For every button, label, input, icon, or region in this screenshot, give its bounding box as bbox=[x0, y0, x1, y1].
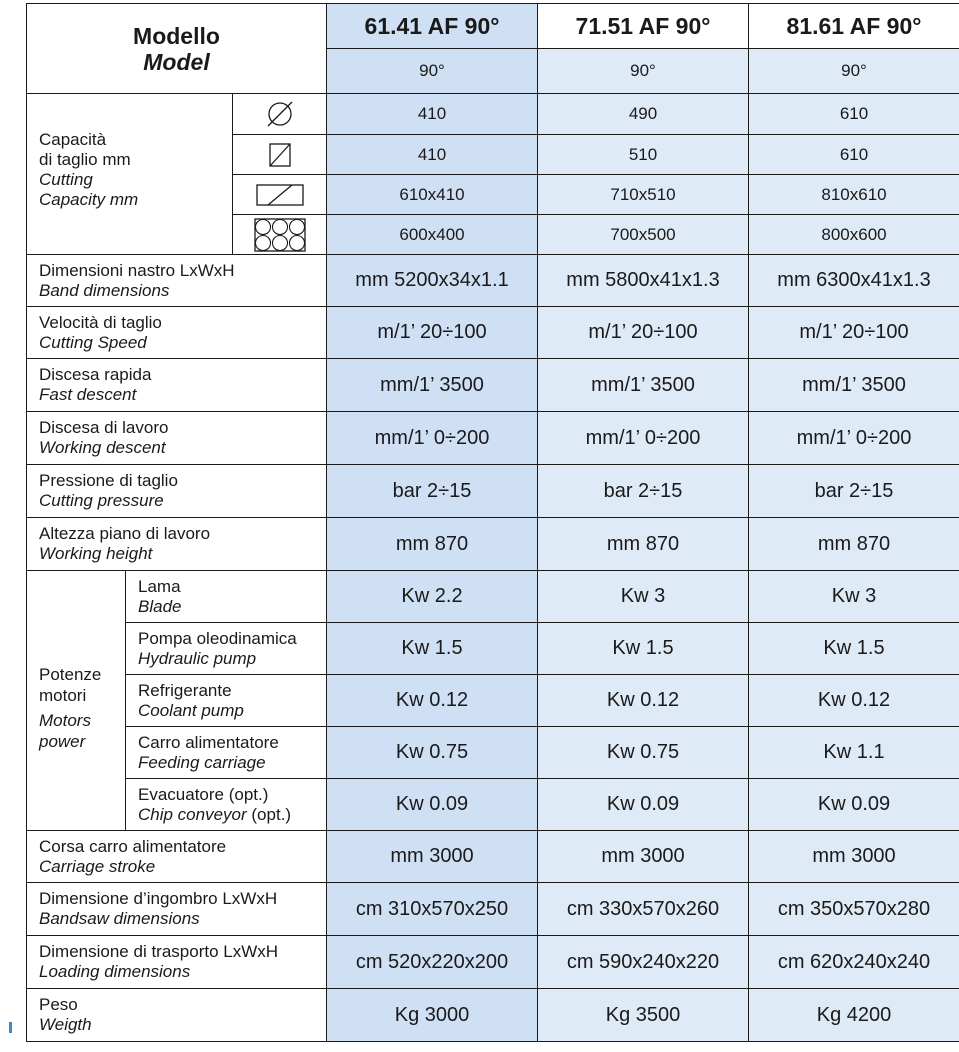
spec-label bbox=[27, 831, 327, 883]
spec-value: mm/1’ 3500 bbox=[327, 359, 538, 412]
capacity-value: 710x510 bbox=[538, 175, 749, 215]
spec-value: mm 5200x34x1.1 bbox=[327, 255, 538, 307]
spec-label-en: Carriage stroke bbox=[39, 856, 156, 876]
spec-value: mm 870 bbox=[538, 518, 749, 571]
motor-label-it: Evacuatore (opt.) bbox=[138, 785, 269, 804]
capacity-value: 410 bbox=[327, 135, 538, 175]
spec-value: mm/1’ 0÷200 bbox=[538, 412, 749, 465]
spec-label-it: Pressione di taglio bbox=[39, 471, 178, 490]
spec-table bbox=[26, 3, 959, 1042]
spec-value: cm 520x220x200 bbox=[327, 936, 538, 989]
spec-label bbox=[27, 465, 327, 518]
spec-row bbox=[27, 465, 959, 518]
spec-value: cm 620x240x240 bbox=[749, 936, 959, 989]
spec-value: mm 3000 bbox=[538, 831, 749, 883]
spec-label-en: Working height bbox=[39, 544, 153, 563]
spec-value: cm 590x240x220 bbox=[538, 936, 749, 989]
motor-value: Kw 0.09 bbox=[538, 779, 749, 831]
spec-value: mm 3000 bbox=[327, 831, 538, 883]
motor-label-it: Carro alimentatore bbox=[138, 732, 279, 752]
motor-value: Kw 3 bbox=[538, 571, 749, 623]
spec-value: bar 2÷15 bbox=[327, 465, 538, 518]
model-header-cell bbox=[27, 4, 327, 94]
angle-value: 90° bbox=[749, 49, 959, 94]
spec-row bbox=[27, 831, 959, 883]
spec-row bbox=[27, 359, 959, 412]
spec-value: mm 3000 bbox=[749, 831, 959, 883]
spec-value: m/1’ 20÷100 bbox=[327, 307, 538, 359]
bundle-section-icon bbox=[232, 215, 327, 255]
motor-sub-label bbox=[125, 571, 327, 623]
spec-row bbox=[27, 518, 959, 571]
spec-row bbox=[27, 989, 959, 1042]
rectangle-section-icon bbox=[232, 175, 327, 215]
motor-value: Kw 3 bbox=[749, 571, 959, 623]
spec-label-it: Altezza piano di lavoro bbox=[39, 524, 211, 543]
motors-label-it-1: Potenze bbox=[39, 665, 102, 684]
capacity-label-en-2: Capacity mm bbox=[39, 190, 139, 209]
round-section-icon bbox=[232, 94, 327, 135]
motor-sub-label bbox=[125, 727, 327, 779]
capacity-label-it-2: di taglio mm bbox=[39, 150, 131, 169]
spec-row bbox=[27, 307, 959, 359]
motor-value: Kw 0.12 bbox=[749, 675, 959, 727]
spec-label bbox=[27, 989, 327, 1042]
capacity-label bbox=[39, 130, 138, 210]
motor-value: Kw 0.12 bbox=[327, 675, 538, 727]
spec-label bbox=[27, 936, 327, 989]
spec-label-it: Dimensione d’ingombro LxWxH bbox=[39, 889, 278, 908]
spec-label-en: Band dimensions bbox=[39, 280, 170, 300]
spec-label-en: Loading dimensions bbox=[39, 962, 191, 981]
motor-value: Kw 0.12 bbox=[538, 675, 749, 727]
motors-label-en-1: Motors bbox=[39, 711, 91, 730]
spec-label bbox=[27, 359, 327, 412]
square-section-icon bbox=[232, 135, 327, 175]
capacity-value: 800x600 bbox=[749, 215, 959, 255]
capacity-value: 810x610 bbox=[749, 175, 959, 215]
motor-value: Kw 1.5 bbox=[749, 623, 959, 675]
spec-row bbox=[27, 255, 959, 307]
spec-label-it: Discesa rapida bbox=[39, 365, 152, 384]
capacity-value: 610 bbox=[749, 135, 959, 175]
motor-label-it: Pompa oleodinamica bbox=[138, 628, 297, 648]
spec-value: Kg 3000 bbox=[327, 989, 538, 1042]
capacity-row bbox=[27, 94, 959, 135]
motor-value: Kw 0.09 bbox=[327, 779, 538, 831]
capacity-value: 610x410 bbox=[327, 175, 538, 215]
motor-label-en: Hydraulic pump bbox=[138, 648, 257, 668]
motor-label-en: Feeding carriage bbox=[138, 752, 266, 772]
motor-value: Kw 0.09 bbox=[749, 779, 959, 831]
spec-label-it: Dimensione di trasporto LxWxH bbox=[39, 942, 279, 961]
capacity-value: 610 bbox=[749, 94, 959, 135]
spec-label-it: Dimensioni nastro LxWxH bbox=[39, 260, 235, 280]
angle-value: 90° bbox=[327, 49, 538, 94]
spec-label-en: Fast descent bbox=[39, 385, 137, 404]
spec-row bbox=[27, 412, 959, 465]
capacity-value: 410 bbox=[327, 94, 538, 135]
spec-label bbox=[27, 883, 327, 936]
spec-label bbox=[27, 255, 327, 307]
spec-value: m/1’ 20÷100 bbox=[749, 307, 959, 359]
spec-value: cm 310x570x250 bbox=[327, 883, 538, 936]
motors-label-en-2: power bbox=[39, 732, 86, 751]
spec-label-it: Discesa di lavoro bbox=[39, 418, 169, 437]
spec-value: mm/1’ 3500 bbox=[749, 359, 959, 412]
capacity-value: 490 bbox=[538, 94, 749, 135]
motor-value: Kw 1.1 bbox=[749, 727, 959, 779]
model-label-en: Model bbox=[143, 48, 210, 75]
capacity-label-en-1: Cutting bbox=[39, 170, 93, 189]
spec-label-it: Velocità di taglio bbox=[39, 312, 162, 332]
capacity-label-it-1: Capacità bbox=[39, 130, 107, 149]
spec-label bbox=[27, 412, 327, 465]
motor-label-it: Refrigerante bbox=[138, 680, 232, 700]
motor-value: Kw 1.5 bbox=[538, 623, 749, 675]
spec-value: m/1’ 20÷100 bbox=[538, 307, 749, 359]
motor-value: Kw 1.5 bbox=[327, 623, 538, 675]
motors-label bbox=[39, 664, 101, 752]
spec-label-en: Bandsaw dimensions bbox=[39, 909, 200, 928]
spec-value: mm/1’ 0÷200 bbox=[327, 412, 538, 465]
page-edge-marker bbox=[9, 1022, 12, 1033]
spec-row bbox=[27, 883, 959, 936]
spec-value: Kg 3500 bbox=[538, 989, 749, 1042]
capacity-value: 600x400 bbox=[327, 215, 538, 255]
motors-label-cell bbox=[27, 571, 327, 831]
motor-value: Kw 2.2 bbox=[327, 571, 538, 623]
spec-value: mm 6300x41x1.3 bbox=[749, 255, 959, 307]
spec-value: Kg 4200 bbox=[749, 989, 959, 1042]
spec-value: cm 350x570x280 bbox=[749, 883, 959, 936]
spec-label-en: Cutting Speed bbox=[39, 332, 147, 352]
spec-label-en: Weigth bbox=[39, 1015, 92, 1034]
model-name: 81.61 AF 90° bbox=[749, 4, 959, 49]
model-name: 71.51 AF 90° bbox=[538, 4, 749, 49]
spec-value: mm 870 bbox=[749, 518, 959, 571]
spec-label bbox=[27, 518, 327, 571]
header-row bbox=[27, 4, 959, 49]
spec-value: mm 870 bbox=[327, 518, 538, 571]
spec-label-it: Peso bbox=[39, 995, 78, 1014]
spec-label bbox=[27, 307, 327, 359]
spec-label-en: Cutting pressure bbox=[39, 491, 164, 510]
spec-value: bar 2÷15 bbox=[538, 465, 749, 518]
model-label-it: Modello bbox=[133, 22, 220, 49]
motor-sub-label bbox=[125, 623, 327, 675]
model-name: 61.41 AF 90° bbox=[327, 4, 538, 49]
spec-value: bar 2÷15 bbox=[749, 465, 959, 518]
spec-label-it: Corsa carro alimentatore bbox=[39, 836, 227, 856]
spec-value: mm 5800x41x1.3 bbox=[538, 255, 749, 307]
angle-value: 90° bbox=[538, 49, 749, 94]
motor-value: Kw 0.75 bbox=[538, 727, 749, 779]
motor-sub-label bbox=[125, 675, 327, 727]
motor-row bbox=[27, 571, 959, 623]
motor-label-en: Blade bbox=[138, 596, 182, 616]
capacity-value: 700x500 bbox=[538, 215, 749, 255]
motor-sub-label bbox=[125, 779, 327, 831]
spec-label-en: Working descent bbox=[39, 438, 166, 457]
motors-label-it-2: motori bbox=[39, 686, 87, 705]
motor-value: Kw 0.75 bbox=[327, 727, 538, 779]
capacity-value: 510 bbox=[538, 135, 749, 175]
motor-label-suffix: (opt.) bbox=[246, 805, 292, 824]
spec-value: mm/1’ 0÷200 bbox=[749, 412, 959, 465]
spec-value: mm/1’ 3500 bbox=[538, 359, 749, 412]
motor-label-en: Chip conveyor bbox=[138, 805, 247, 824]
motor-label-en: Coolant pump bbox=[138, 700, 244, 720]
spec-value: cm 330x570x260 bbox=[538, 883, 749, 936]
spec-row bbox=[27, 936, 959, 989]
capacity-label-cell bbox=[27, 94, 327, 255]
motor-label-it: Lama bbox=[138, 576, 181, 596]
